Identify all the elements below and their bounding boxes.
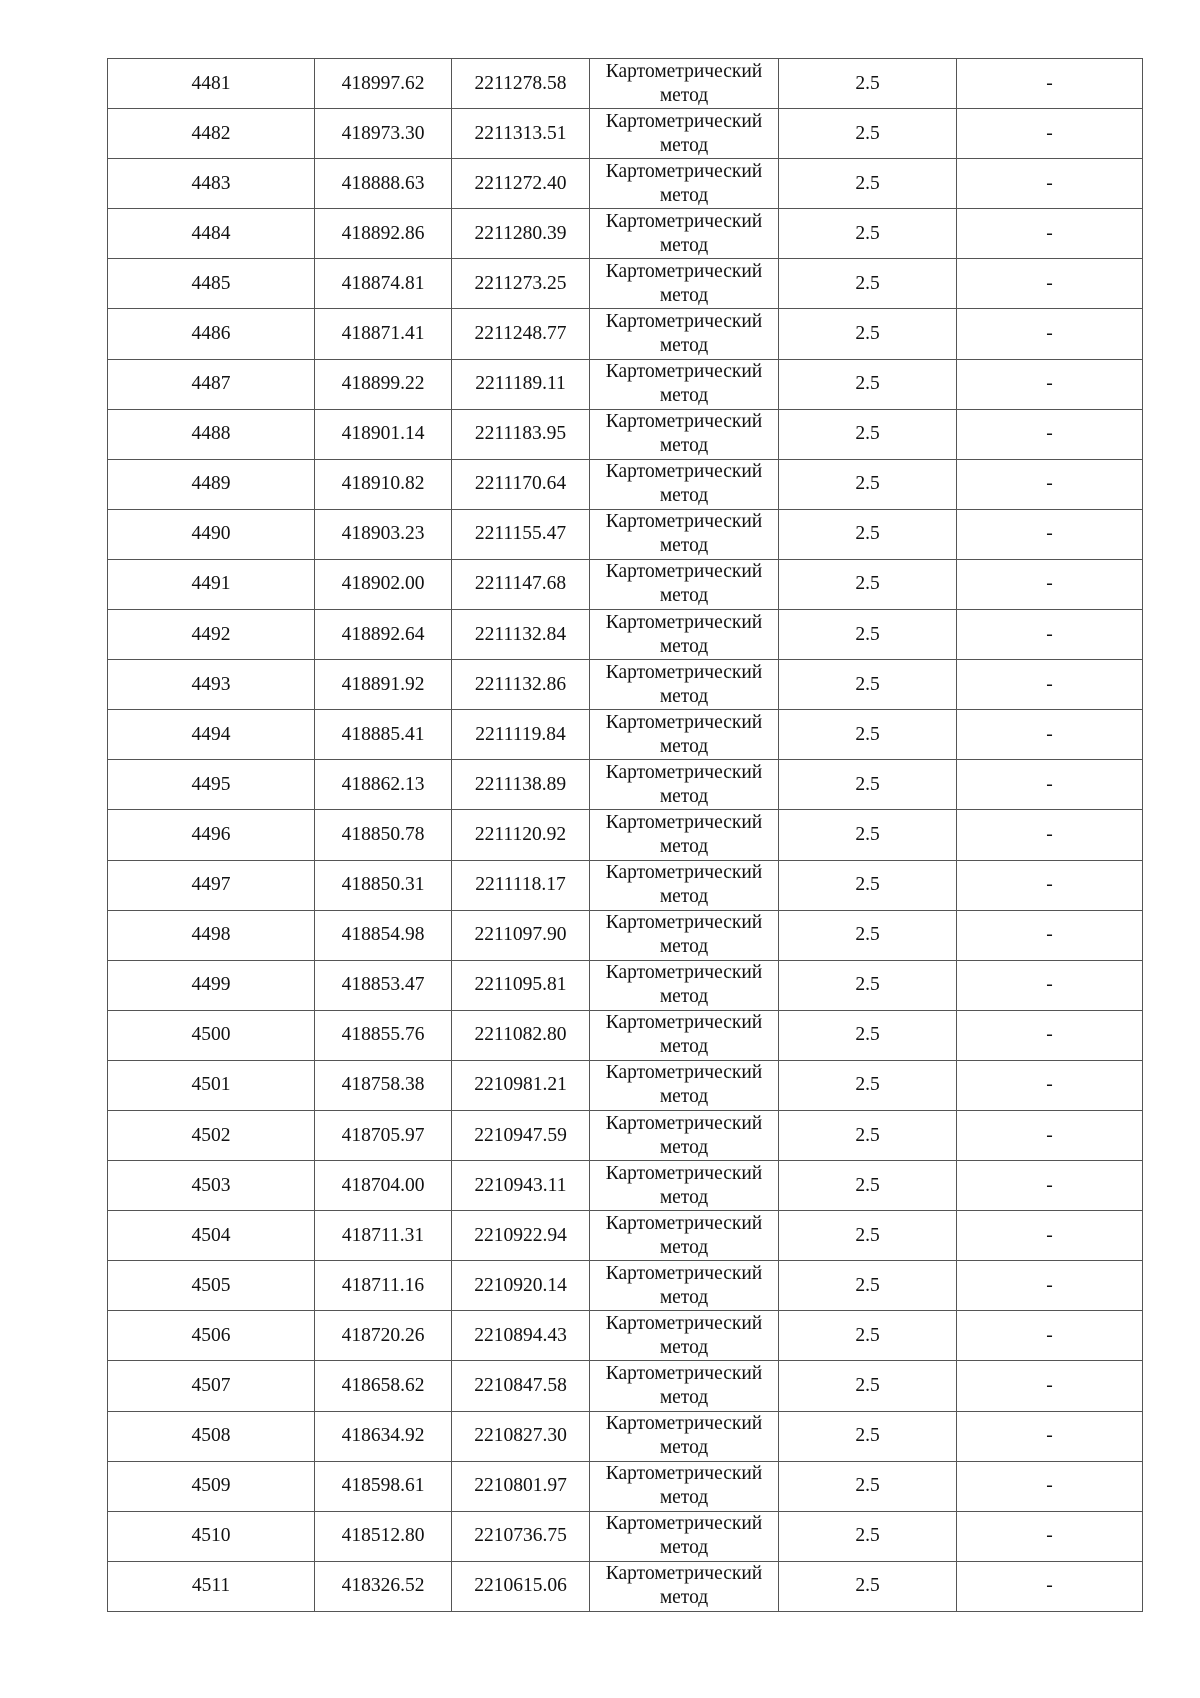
method-cell [590,1060,779,1110]
point-number-cell: 4481 [108,59,315,109]
x-coordinate-cell: 418902.00 [315,559,452,609]
y-coordinate-cell: 2211147.68 [452,559,590,609]
x-coordinate-cell: 418862.13 [315,760,452,810]
x-coordinate-cell: 418598.61 [315,1461,452,1511]
note-cell: - [957,559,1143,609]
x-coordinate-cell: 418850.78 [315,810,452,860]
method-line-1: Картометрический [605,1463,763,1485]
table-row [108,1461,1143,1511]
method-cell [590,1361,779,1411]
method-line-1: Картометрический [605,1162,763,1184]
table-row [108,459,1143,509]
table-row [108,209,1143,259]
x-coordinate-cell: 418892.86 [315,209,452,259]
x-coordinate-cell: 418871.41 [315,309,452,359]
method-cell [590,359,779,409]
method-cell [590,710,779,760]
x-coordinate-cell: 418901.14 [315,409,452,459]
accuracy-cell: 2.5 [779,559,957,609]
point-number-cell: 4511 [108,1561,315,1611]
y-coordinate-cell: 2210827.30 [452,1411,590,1461]
accuracy-cell: 2.5 [779,710,957,760]
y-coordinate-cell: 2210920.14 [452,1261,590,1311]
table-row [108,559,1143,609]
y-coordinate-cell: 2211278.58 [452,59,590,109]
point-number-cell: 4499 [108,960,315,1010]
note-cell: - [957,159,1143,209]
method-line-2: метод [659,1587,709,1609]
y-coordinate-cell: 2211095.81 [452,960,590,1010]
method-cell [590,159,779,209]
coordinates-table-body [108,59,1143,1612]
method-cell [590,1561,779,1611]
method-line-2: метод [659,485,709,507]
method-cell [590,860,779,910]
x-coordinate-cell: 418854.98 [315,910,452,960]
x-coordinate-cell: 418888.63 [315,159,452,209]
method-line-1: Картометрический [605,912,763,934]
method-line-2: метод [659,134,709,156]
accuracy-cell: 2.5 [779,1261,957,1311]
method-line-2: метод [659,886,709,908]
x-coordinate-cell: 418720.26 [315,1311,452,1361]
x-coordinate-cell: 418891.92 [315,660,452,710]
method-line-2: метод [659,1136,709,1158]
point-number-cell: 4490 [108,509,315,559]
x-coordinate-cell: 418903.23 [315,509,452,559]
note-cell: - [957,810,1143,860]
point-number-cell: 4506 [108,1311,315,1361]
method-cell [590,1411,779,1461]
table-row [108,760,1143,810]
x-coordinate-cell: 418850.31 [315,860,452,910]
method-line-2: метод [659,936,709,958]
accuracy-cell: 2.5 [779,810,957,860]
method-line-2: метод [659,685,709,707]
accuracy-cell: 2.5 [779,610,957,660]
method-line-1: Картометрический [605,1062,763,1084]
accuracy-cell: 2.5 [779,109,957,159]
table-row [108,1110,1143,1160]
accuracy-cell: 2.5 [779,409,957,459]
method-line-1: Картометрический [605,1563,763,1585]
method-cell [590,910,779,960]
point-number-cell: 4502 [108,1110,315,1160]
method-line-1: Картометрический [605,160,763,182]
method-line-2: метод [659,835,709,857]
method-cell [590,459,779,509]
note-cell: - [957,1110,1143,1160]
y-coordinate-cell: 2211183.95 [452,409,590,459]
x-coordinate-cell: 418855.76 [315,1010,452,1060]
table-row [108,710,1143,760]
accuracy-cell: 2.5 [779,209,957,259]
accuracy-cell: 2.5 [779,1060,957,1110]
point-number-cell: 4508 [108,1411,315,1461]
point-number-cell: 4497 [108,860,315,910]
method-cell [590,1010,779,1060]
method-line-1: Картометрический [605,711,763,733]
method-line-2: метод [659,1036,709,1058]
y-coordinate-cell: 2211097.90 [452,910,590,960]
table-row [108,1411,1143,1461]
x-coordinate-cell: 418899.22 [315,359,452,409]
accuracy-cell: 2.5 [779,1010,957,1060]
table-row [108,1311,1143,1361]
y-coordinate-cell: 2211170.64 [452,459,590,509]
point-number-cell: 4494 [108,710,315,760]
table-row [108,860,1143,910]
method-line-1: Картометрический [605,962,763,984]
y-coordinate-cell: 2211273.25 [452,259,590,309]
x-coordinate-cell: 418892.64 [315,610,452,660]
x-coordinate-cell: 418326.52 [315,1561,452,1611]
accuracy-cell: 2.5 [779,509,957,559]
point-number-cell: 4507 [108,1361,315,1411]
accuracy-cell: 2.5 [779,1561,957,1611]
x-coordinate-cell: 418997.62 [315,59,452,109]
point-number-cell: 4488 [108,409,315,459]
y-coordinate-cell: 2211248.77 [452,309,590,359]
method-line-2: метод [659,1086,709,1108]
method-line-1: Картометрический [605,1012,763,1034]
note-cell: - [957,309,1143,359]
note-cell: - [957,1010,1143,1060]
table-row [108,1060,1143,1110]
method-line-1: Картометрический [605,811,763,833]
note-cell: - [957,409,1143,459]
note-cell: - [957,1261,1143,1311]
method-line-2: метод [659,735,709,757]
method-line-2: метод [659,1487,709,1509]
x-coordinate-cell: 418704.00 [315,1161,452,1211]
point-number-cell: 4500 [108,1010,315,1060]
point-number-cell: 4482 [108,109,315,159]
method-line-2: метод [659,535,709,557]
table-row [108,1010,1143,1060]
method-line-1: Картометрический [605,110,763,132]
note-cell: - [957,1461,1143,1511]
accuracy-cell: 2.5 [779,760,957,810]
note-cell: - [957,610,1143,660]
method-cell [590,559,779,609]
method-line-2: метод [659,1386,709,1408]
point-number-cell: 4492 [108,610,315,660]
method-cell [590,259,779,309]
method-line-1: Картометрический [605,1112,763,1134]
y-coordinate-cell: 2211189.11 [452,359,590,409]
note-cell: - [957,1511,1143,1561]
method-line-1: Картометрический [605,561,763,583]
y-coordinate-cell: 2211272.40 [452,159,590,209]
point-number-cell: 4501 [108,1060,315,1110]
note-cell: - [957,660,1143,710]
method-cell [590,760,779,810]
x-coordinate-cell: 418711.16 [315,1261,452,1311]
y-coordinate-cell: 2211313.51 [452,109,590,159]
method-line-1: Картометрический [605,511,763,533]
y-coordinate-cell: 2211119.84 [452,710,590,760]
method-line-1: Картометрический [605,411,763,433]
x-coordinate-cell: 418634.92 [315,1411,452,1461]
method-cell [590,610,779,660]
x-coordinate-cell: 418711.31 [315,1211,452,1261]
y-coordinate-cell: 2210847.58 [452,1361,590,1411]
table-row [108,59,1143,109]
method-cell [590,660,779,710]
method-line-2: метод [659,184,709,206]
method-cell [590,1110,779,1160]
x-coordinate-cell: 418910.82 [315,459,452,509]
point-number-cell: 4493 [108,660,315,710]
point-number-cell: 4504 [108,1211,315,1261]
method-line-2: метод [659,785,709,807]
x-coordinate-cell: 418885.41 [315,710,452,760]
point-number-cell: 4495 [108,760,315,810]
method-cell [590,1211,779,1261]
method-cell [590,109,779,159]
note-cell: - [957,760,1143,810]
table-row [108,409,1143,459]
table-row [108,610,1143,660]
note-cell: - [957,359,1143,409]
y-coordinate-cell: 2211132.86 [452,660,590,710]
point-number-cell: 4498 [108,910,315,960]
method-cell [590,1261,779,1311]
method-line-1: Картометрический [605,862,763,884]
note-cell: - [957,459,1143,509]
note-cell: - [957,1211,1143,1261]
method-cell [590,960,779,1010]
point-number-cell: 4484 [108,209,315,259]
table-row [108,259,1143,309]
point-number-cell: 4496 [108,810,315,860]
y-coordinate-cell: 2211118.17 [452,860,590,910]
table-row [108,810,1143,860]
point-number-cell: 4505 [108,1261,315,1311]
note-cell: - [957,910,1143,960]
table-row [108,509,1143,559]
method-line-1: Картометрический [605,661,763,683]
note-cell: - [957,1561,1143,1611]
method-line-1: Картометрический [605,311,763,333]
method-line-2: метод [659,385,709,407]
accuracy-cell: 2.5 [779,1411,957,1461]
x-coordinate-cell: 418658.62 [315,1361,452,1411]
accuracy-cell: 2.5 [779,1211,957,1261]
point-number-cell: 4485 [108,259,315,309]
point-number-cell: 4486 [108,309,315,359]
point-number-cell: 4510 [108,1511,315,1561]
table-row [108,660,1143,710]
method-line-1: Картометрический [605,1312,763,1334]
note-cell: - [957,1060,1143,1110]
method-line-2: метод [659,1336,709,1358]
accuracy-cell: 2.5 [779,59,957,109]
note-cell: - [957,1161,1143,1211]
accuracy-cell: 2.5 [779,159,957,209]
method-line-1: Картометрический [605,60,763,82]
method-line-2: метод [659,234,709,256]
method-line-2: метод [659,1236,709,1258]
method-line-2: метод [659,1537,709,1559]
accuracy-cell: 2.5 [779,1110,957,1160]
x-coordinate-cell: 418758.38 [315,1060,452,1110]
accuracy-cell: 2.5 [779,860,957,910]
y-coordinate-cell: 2210922.94 [452,1211,590,1261]
method-line-1: Картометрический [605,1262,763,1284]
y-coordinate-cell: 2210947.59 [452,1110,590,1160]
y-coordinate-cell: 2211120.92 [452,810,590,860]
note-cell: - [957,1361,1143,1411]
accuracy-cell: 2.5 [779,459,957,509]
y-coordinate-cell: 2211132.84 [452,610,590,660]
accuracy-cell: 2.5 [779,1511,957,1561]
accuracy-cell: 2.5 [779,359,957,409]
x-coordinate-cell: 418973.30 [315,109,452,159]
point-number-cell: 4491 [108,559,315,609]
note-cell: - [957,710,1143,760]
table-row [108,910,1143,960]
point-number-cell: 4489 [108,459,315,509]
y-coordinate-cell: 2211138.89 [452,760,590,810]
table-row [108,1211,1143,1261]
method-line-2: метод [659,1437,709,1459]
table-row [108,960,1143,1010]
table-row [108,109,1143,159]
method-line-2: метод [659,435,709,457]
x-coordinate-cell: 418705.97 [315,1110,452,1160]
accuracy-cell: 2.5 [779,1361,957,1411]
method-cell [590,1511,779,1561]
method-cell [590,209,779,259]
method-line-1: Картометрический [605,260,763,282]
method-line-1: Картометрический [605,1212,763,1234]
accuracy-cell: 2.5 [779,309,957,359]
method-line-1: Картометрический [605,1362,763,1384]
table-row [108,359,1143,409]
accuracy-cell: 2.5 [779,1461,957,1511]
table-row [108,159,1143,209]
method-line-1: Картометрический [605,1413,763,1435]
table-row [108,1511,1143,1561]
method-line-2: метод [659,986,709,1008]
point-number-cell: 4483 [108,159,315,209]
accuracy-cell: 2.5 [779,910,957,960]
accuracy-cell: 2.5 [779,660,957,710]
method-line-2: метод [659,335,709,357]
method-line-2: метод [659,84,709,106]
accuracy-cell: 2.5 [779,1311,957,1361]
note-cell: - [957,109,1143,159]
x-coordinate-cell: 418853.47 [315,960,452,1010]
note-cell: - [957,509,1143,559]
table-row [108,309,1143,359]
table-row [108,1561,1143,1611]
x-coordinate-cell: 418874.81 [315,259,452,309]
y-coordinate-cell: 2210981.21 [452,1060,590,1110]
accuracy-cell: 2.5 [779,1161,957,1211]
method-line-1: Картометрический [605,1513,763,1535]
note-cell: - [957,960,1143,1010]
y-coordinate-cell: 2210801.97 [452,1461,590,1511]
coordinates-table [107,58,1143,1612]
note-cell: - [957,259,1143,309]
table-row [108,1161,1143,1211]
method-line-2: метод [659,585,709,607]
y-coordinate-cell: 2211155.47 [452,509,590,559]
note-cell: - [957,209,1143,259]
method-line-1: Картометрический [605,461,763,483]
method-line-2: метод [659,1186,709,1208]
accuracy-cell: 2.5 [779,960,957,1010]
y-coordinate-cell: 2211280.39 [452,209,590,259]
table-row [108,1261,1143,1311]
method-line-1: Картометрический [605,361,763,383]
y-coordinate-cell: 2210615.06 [452,1561,590,1611]
note-cell: - [957,1311,1143,1361]
method-cell [590,509,779,559]
x-coordinate-cell: 418512.80 [315,1511,452,1561]
method-line-1: Картометрический [605,210,763,232]
method-line-2: метод [659,284,709,306]
method-cell [590,1311,779,1361]
note-cell: - [957,1411,1143,1461]
method-cell [590,59,779,109]
method-cell [590,1161,779,1211]
y-coordinate-cell: 2210736.75 [452,1511,590,1561]
y-coordinate-cell: 2210894.43 [452,1311,590,1361]
table-row [108,1361,1143,1411]
method-cell [590,309,779,359]
method-line-1: Картометрический [605,761,763,783]
y-coordinate-cell: 2211082.80 [452,1010,590,1060]
method-cell [590,409,779,459]
method-line-2: метод [659,635,709,657]
y-coordinate-cell: 2210943.11 [452,1161,590,1211]
note-cell: - [957,59,1143,109]
point-number-cell: 4509 [108,1461,315,1511]
method-line-2: метод [659,1286,709,1308]
point-number-cell: 4503 [108,1161,315,1211]
point-number-cell: 4487 [108,359,315,409]
method-cell [590,810,779,860]
method-cell [590,1461,779,1511]
method-line-1: Картометрический [605,611,763,633]
accuracy-cell: 2.5 [779,259,957,309]
note-cell: - [957,860,1143,910]
